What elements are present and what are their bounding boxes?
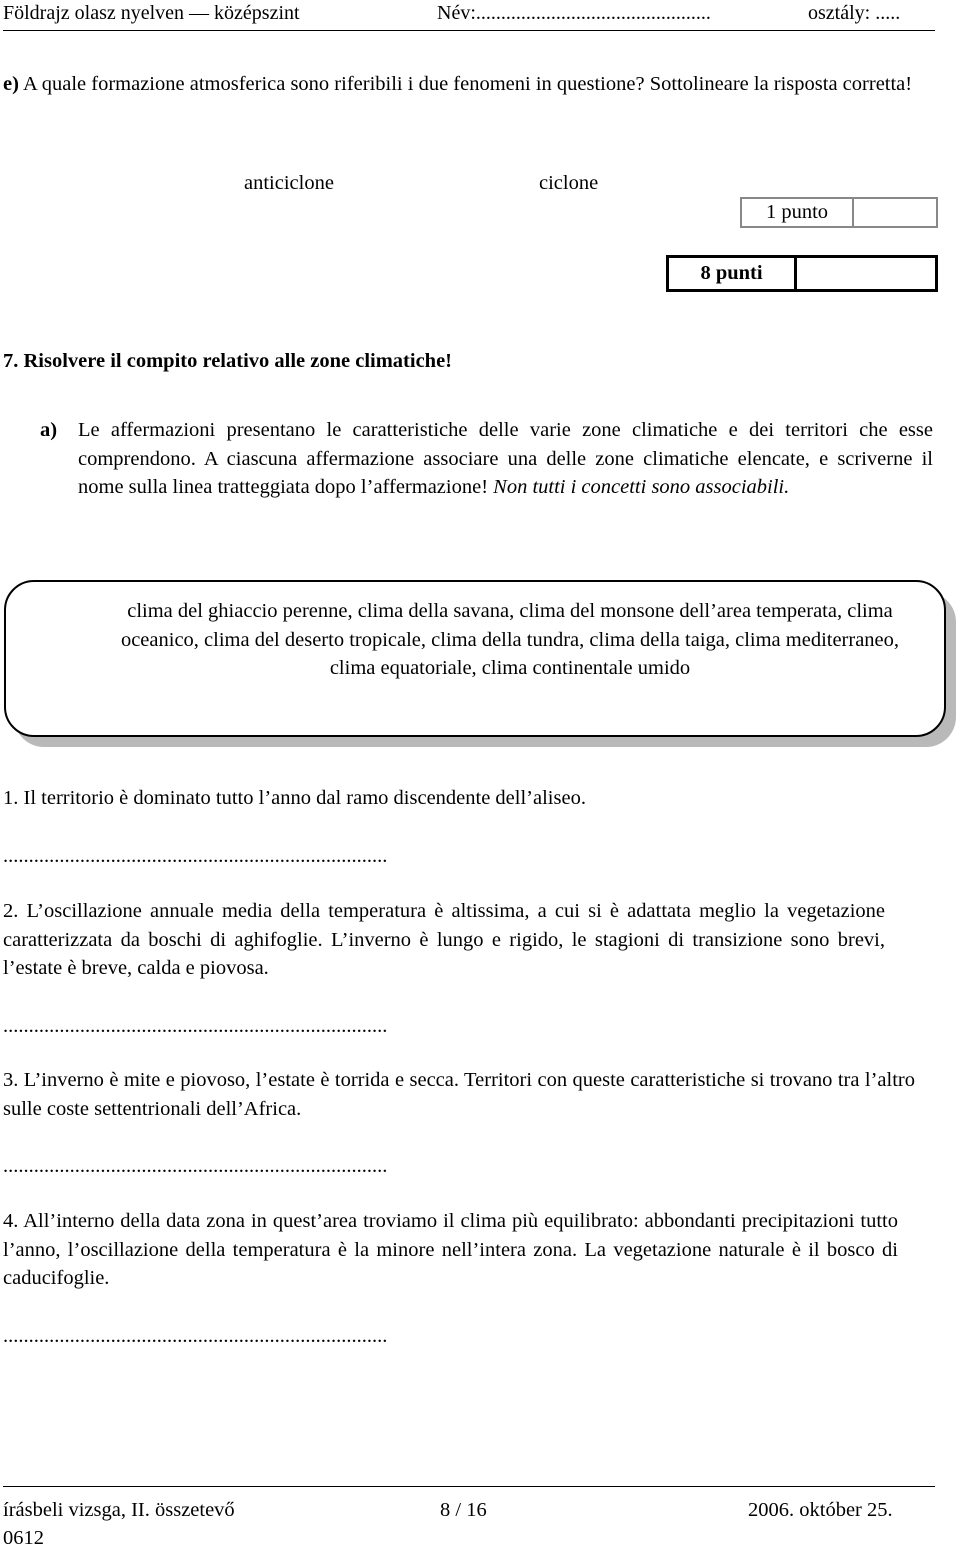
answer-line-2[interactable]: ........................................................................... [3, 1015, 388, 1037]
question-e [3, 70, 933, 99]
statement-2: 2. L’oscillazione annuale media della temperatura è altissima, a cui si è adattata meglio la vegetazione caratterizzata da boschi di aghifoglie. L’inverno è lungo e rigido, le stagioni di transizione sono brevi, l’estate è breve, calda e piovosa. [3, 900, 885, 979]
task-title: 7. Risolvere il compito relativo alle zone climatiche! [3, 350, 452, 372]
page-footer [3, 1486, 935, 1487]
question-e-text: A quale formazione atmosferica sono riferibili i due fenomeni in questione? Sottolineare la risposta corretta! [22, 73, 913, 95]
header-subject: Földrajz olasz nyelven — középszint [3, 2, 300, 24]
answer-line-4[interactable]: ........................................................................... [3, 1325, 388, 1347]
part-a-text: Le affermazioni presentano le caratteristiche delle varie zone climatiche e dei territori che esse comprendono. A ciascuna affermazione associare una delle zone climatiche elencate, e scriverne il nome sulla linea tratteggiata dopo l’affermazione! [78, 419, 933, 498]
statement-1: 1. Il territorio è dominato tutto l’anno dal ramo discendente dell’aliseo. [3, 787, 586, 809]
part-a-label: a) [40, 419, 58, 441]
score-box-label: 1 punto [742, 199, 854, 226]
header-class-label: osztály: ..... [808, 2, 901, 24]
answer-line-1[interactable]: ........................................................................... [3, 845, 388, 867]
score-box-8-punti [666, 255, 938, 292]
score-box-label: 8 punti [669, 258, 797, 289]
statement-4: 4. All’interno della data zona in quest’area troviamo il clima più equilibrato: abbondanti precipitazioni tutto l’anno, l’oscillazione della temperatura è la minore nell’intera zona. La vegetazione naturale è il bosco di caducifoglie. [3, 1210, 898, 1289]
part-a-instructions [78, 416, 933, 502]
score-box-1-punto [740, 197, 938, 228]
wordbox-terms: clima del ghiaccio perenne, clima della savana, clima del monsone dell’area temperata, clima oceanico, clima del deserto tropicale, clima della tundra, clima della taiga, clima mediterraneo, clima equatoriale, clima continentale umido [120, 600, 900, 679]
page-header [3, 0, 935, 31]
footer-page-number: 8 / 16 [440, 1499, 487, 1521]
footer-exam: írásbeli vizsga, II. összetevő [3, 1499, 235, 1521]
statement-3: 3. L’inverno è mite e piovoso, l’estate è torrida e secca. Territori con queste caratteristiche si trovano tra l’altro sulle coste settentrionali dell’Africa. [3, 1069, 915, 1120]
footer-code: 0612 [3, 1527, 44, 1549]
score-box-value[interactable] [797, 258, 935, 289]
footer-date: 2006. október 25. [748, 1499, 893, 1521]
question-e-label: e) [3, 73, 19, 95]
part-a-italic-note: Non tutti i concetti sono associabili. [493, 476, 790, 498]
option-ciclone[interactable]: ciclone [539, 172, 599, 194]
score-box-value[interactable] [854, 199, 936, 226]
option-anticiclone[interactable]: anticiclone [244, 172, 334, 194]
header-name-label: Név:............................................... [437, 2, 711, 24]
answer-line-3[interactable]: ........................................................................... [3, 1155, 388, 1177]
